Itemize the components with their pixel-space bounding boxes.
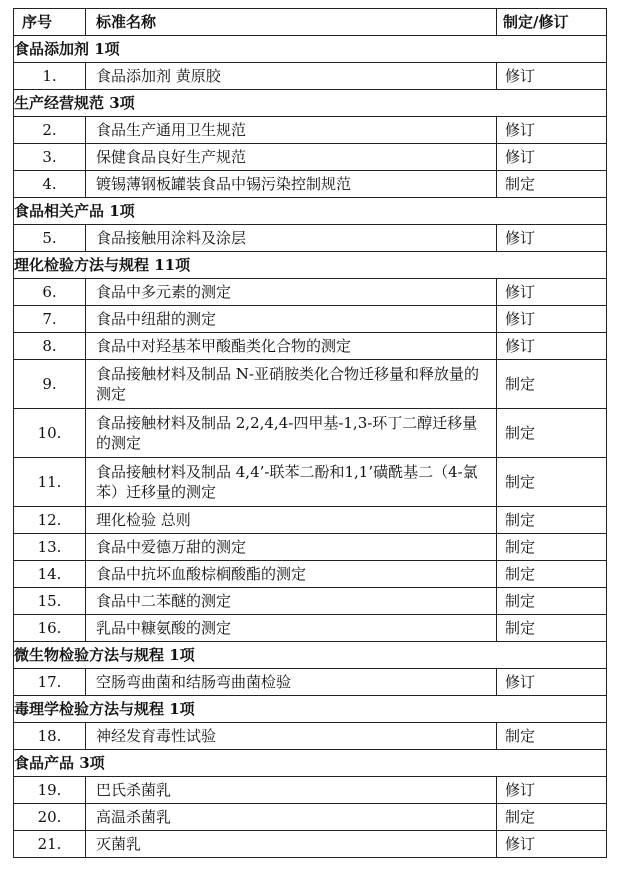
table-row [14, 669, 607, 696]
table-row [14, 777, 607, 804]
row-number: 21. [14, 831, 86, 858]
row-number: 17. [14, 669, 86, 696]
row-number: 12. [14, 507, 86, 534]
section-row [14, 252, 607, 279]
standard-name: 巴氏杀菌乳 [86, 777, 497, 804]
standard-name: 空肠弯曲菌和结肠弯曲菌检验 [86, 669, 497, 696]
table-row [14, 360, 607, 409]
row-number: 14. [14, 561, 86, 588]
row-number: 5. [14, 225, 86, 252]
revision-type: 制定 [497, 458, 607, 507]
row-number: 15. [14, 588, 86, 615]
table-row [14, 458, 607, 507]
section-title: 毒理学检验方法与规程 1项 [14, 696, 607, 723]
revision-type: 制定 [497, 615, 607, 642]
row-number: 9. [14, 360, 86, 409]
header-num: 序号 [14, 9, 86, 36]
standard-name: 食品中爱德万甜的测定 [86, 534, 497, 561]
table-row [14, 333, 607, 360]
standard-name: 神经发育毒性试验 [86, 723, 497, 750]
revision-type: 制定 [497, 171, 607, 198]
standard-name: 食品中对羟基苯甲酸酯类化合物的测定 [86, 333, 497, 360]
table-row [14, 63, 607, 90]
table-row [14, 804, 607, 831]
row-number: 20. [14, 804, 86, 831]
row-number: 3. [14, 144, 86, 171]
row-number: 8. [14, 333, 86, 360]
standard-name: 食品中抗坏血酸棕榈酸酯的测定 [86, 561, 497, 588]
revision-type: 修订 [497, 306, 607, 333]
row-number: 4. [14, 171, 86, 198]
revision-type: 制定 [497, 804, 607, 831]
table-row [14, 831, 607, 858]
section-row [14, 642, 607, 669]
section-title: 食品添加剂 1项 [14, 36, 607, 63]
section-row [14, 696, 607, 723]
revision-type: 修订 [497, 669, 607, 696]
standards-table [13, 8, 607, 858]
standard-name: 食品生产通用卫生规范 [86, 117, 497, 144]
revision-type: 修订 [497, 831, 607, 858]
row-number: 10. [14, 409, 86, 458]
table-row [14, 588, 607, 615]
row-number: 16. [14, 615, 86, 642]
section-title: 微生物检验方法与规程 1项 [14, 642, 607, 669]
revision-type: 制定 [497, 360, 607, 409]
section-title: 食品产品 3项 [14, 750, 607, 777]
revision-type: 修订 [497, 225, 607, 252]
row-number: 1. [14, 63, 86, 90]
standard-name: 食品中纽甜的测定 [86, 306, 497, 333]
section-title: 生产经营规范 3项 [14, 90, 607, 117]
row-number: 2. [14, 117, 86, 144]
standard-name: 食品接触材料及制品 2,2,4,4-四甲基-1,3-环丁二醇迁移量的测定 [86, 409, 497, 458]
revision-type: 修订 [497, 144, 607, 171]
row-number: 11. [14, 458, 86, 507]
revision-type: 制定 [497, 561, 607, 588]
standard-name: 食品添加剂 黄原胶 [86, 63, 497, 90]
revision-type: 修订 [497, 333, 607, 360]
revision-type: 制定 [497, 409, 607, 458]
table-row [14, 171, 607, 198]
table-row [14, 723, 607, 750]
row-number: 19. [14, 777, 86, 804]
row-number: 13. [14, 534, 86, 561]
standard-name: 食品中多元素的测定 [86, 279, 497, 306]
standard-name: 食品接触材料及制品 N-亚硝胺类化合物迁移量和释放量的测定 [86, 360, 497, 409]
standard-name: 保健食品良好生产规范 [86, 144, 497, 171]
standard-name: 乳品中糠氨酸的测定 [86, 615, 497, 642]
table-row [14, 534, 607, 561]
standard-name: 灭菌乳 [86, 831, 497, 858]
header-row [14, 9, 607, 36]
revision-type: 制定 [497, 723, 607, 750]
section-row [14, 198, 607, 225]
revision-type: 制定 [497, 507, 607, 534]
table-row [14, 409, 607, 458]
table-row [14, 306, 607, 333]
row-number: 7. [14, 306, 86, 333]
standard-name: 食品中二苯醚的测定 [86, 588, 497, 615]
standard-name: 理化检验 总则 [86, 507, 497, 534]
table-row [14, 615, 607, 642]
table-row [14, 144, 607, 171]
section-title: 食品相关产品 1项 [14, 198, 607, 225]
section-row [14, 750, 607, 777]
revision-type: 制定 [497, 534, 607, 561]
table-row [14, 507, 607, 534]
revision-type: 修订 [497, 777, 607, 804]
standard-name: 镀锡薄钢板罐装食品中锡污染控制规范 [86, 171, 497, 198]
standard-name: 高温杀菌乳 [86, 804, 497, 831]
revision-type: 制定 [497, 588, 607, 615]
table-row [14, 279, 607, 306]
revision-type: 修订 [497, 63, 607, 90]
section-row [14, 36, 607, 63]
section-title: 理化检验方法与规程 11项 [14, 252, 607, 279]
standard-name: 食品接触用涂料及涂层 [86, 225, 497, 252]
table-row [14, 117, 607, 144]
header-type: 制定/修订 [497, 9, 607, 36]
table-body [14, 36, 607, 858]
section-row [14, 90, 607, 117]
revision-type: 修订 [497, 279, 607, 306]
row-number: 18. [14, 723, 86, 750]
revision-type: 修订 [497, 117, 607, 144]
table-row [14, 561, 607, 588]
header-name: 标准名称 [86, 9, 497, 36]
standard-name: 食品接触材料及制品 4,4’-联苯二酚和1,1’磺酰基二（4-氯苯）迁移量的测定 [86, 458, 497, 507]
row-number: 6. [14, 279, 86, 306]
table-row [14, 225, 607, 252]
